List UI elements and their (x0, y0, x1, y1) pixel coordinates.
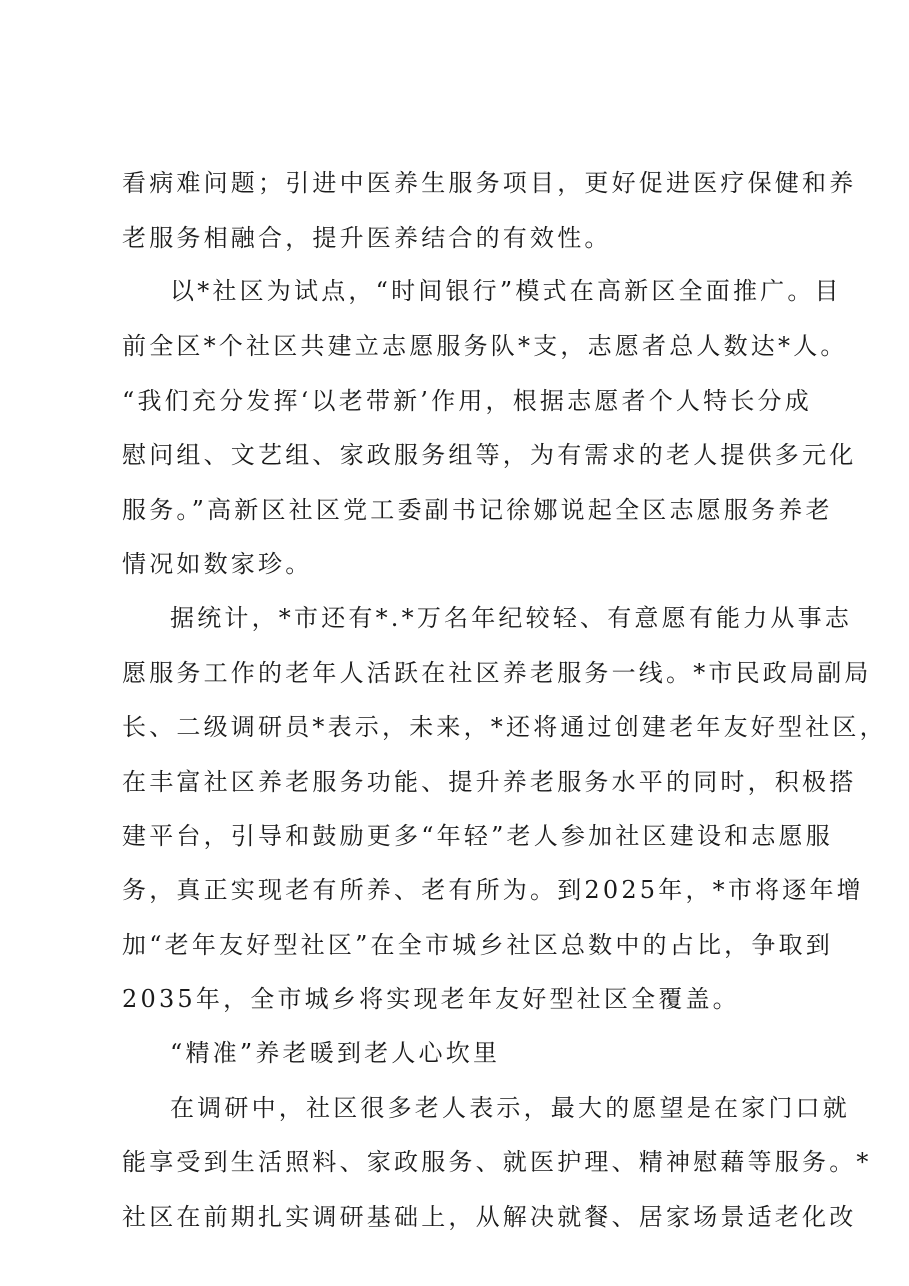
body-text-line: 务，真正实现老有所养、老有所为。到2025年，*市将逐年增 (122, 876, 864, 904)
body-text-line: 据统计，*市还有*.*万名年纪较轻、有意愿有能力从事志 (170, 604, 853, 632)
body-text-line: 长、二级调研员*表示，未来，*还将通过创建老年友好型社区， (122, 713, 887, 741)
section-heading: “精准”养老暖到老人心坎里 (170, 1039, 501, 1067)
body-text-line: 加“老年友好型社区”在全市城乡社区总数中的占比，争取到 (122, 931, 833, 959)
body-text-line: 情况如数家珍。 (122, 550, 313, 578)
body-text-line: 建平台，引导和鼓励更多“年轻”老人参加社区建设和志愿服 (122, 822, 833, 850)
body-text-line: 慰问组、文艺组、家政服务组等，为有需求的老人提供多元化 (122, 441, 857, 469)
body-text-line: 愿服务工作的老年人活跃在社区养老服务一线。*市民政局副局 (122, 659, 872, 687)
body-text-line: 服务。”高新区社区党工委副书记徐娜说起全区志愿服务养老 (122, 496, 833, 524)
body-text-line: 能享受到生活照料、家政服务、就医护理、精神慰藉等服务。* (122, 1148, 872, 1176)
body-text-line: 社区在前期扎实调研基础上，从解决就餐、居家场景适老化改 (122, 1203, 857, 1231)
body-text-line: “我们充分发挥‘以老带新’作用，根据志愿者个人特长分成 (122, 387, 812, 415)
body-text-line: 在调研中，社区很多老人表示，最大的愿望是在家门口就 (170, 1094, 850, 1122)
body-text-line: 以*社区为试点，“时间银行”模式在高新区全面推广。目 (170, 277, 842, 305)
body-text-line: 老服务相融合，提升医养结合的有效性。 (122, 224, 612, 252)
body-text-line: 2035年，全市城乡将实现老年友好型社区全覆盖。 (122, 985, 740, 1013)
body-text-line: 前全区*个社区共建立志愿服务队*支，志愿者总人数达*人。 (122, 332, 848, 360)
body-text-line: 看病难问题；引进中医养生服务项目，更好促进医疗保健和养 (122, 169, 857, 197)
body-text-line: 在丰富社区养老服务功能、提升养老服务水平的同时，积极搭 (122, 768, 857, 796)
